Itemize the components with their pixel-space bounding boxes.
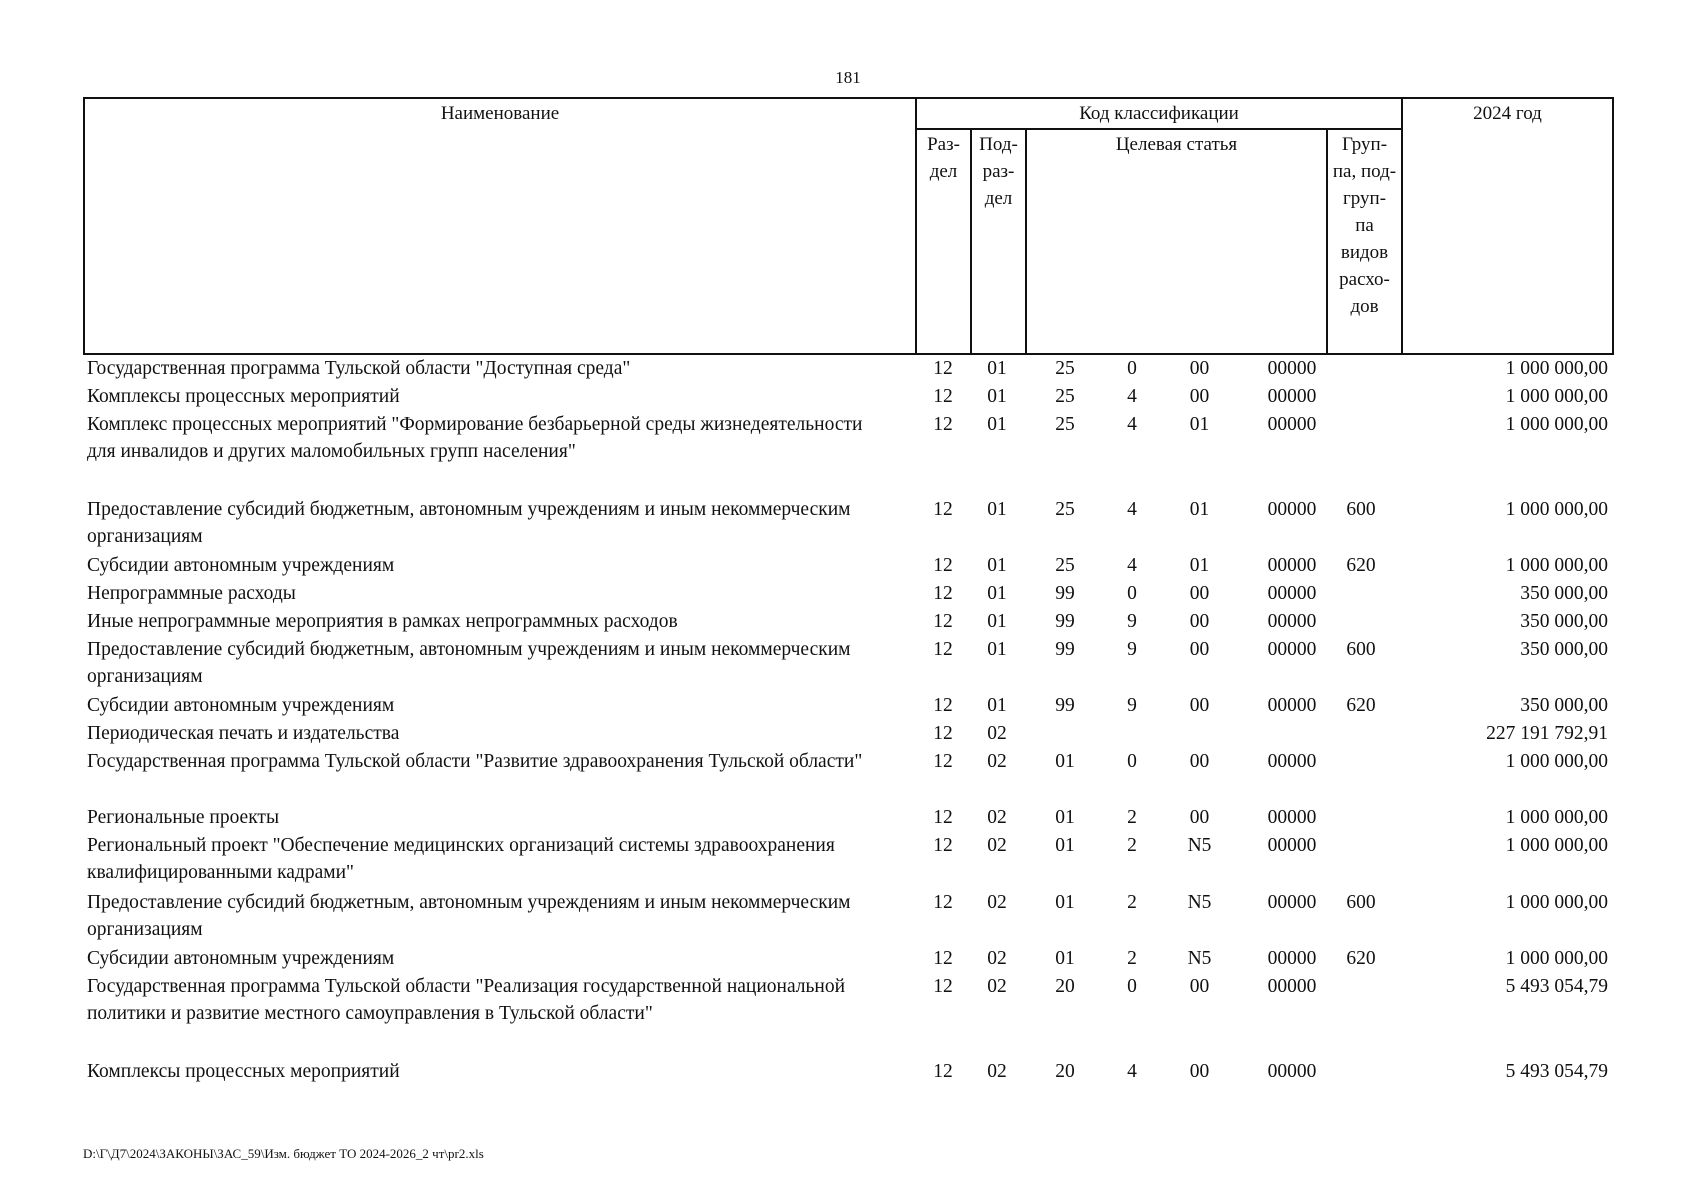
row-t1: 01 [1055, 835, 1075, 856]
header-expense-group: Груп- па, под- груп- па видов расхо- дов [1327, 129, 1402, 354]
row-t3: N5 [1187, 892, 1212, 913]
row-amount: 1 000 000,00 [1505, 555, 1608, 576]
row-podrazdel: 01 [987, 611, 1007, 632]
row-razdel: 12 [933, 1061, 953, 1082]
row-t1: 20 [1055, 1061, 1075, 1082]
row-amount: 1 000 000,00 [1505, 807, 1608, 828]
row-group: 620 [1346, 555, 1376, 576]
row-t1: 01 [1055, 807, 1075, 828]
row-razdel: 12 [933, 499, 953, 520]
row-t2: 0 [1127, 976, 1137, 997]
row-podrazdel: 01 [987, 695, 1007, 716]
row-razdel: 12 [933, 414, 953, 435]
row-razdel: 12 [933, 555, 953, 576]
row-podrazdel: 01 [987, 555, 1007, 576]
row-t4: 00000 [1267, 386, 1317, 407]
header-target-article: Целевая статья [1026, 129, 1327, 354]
row-amount: 1 000 000,00 [1505, 386, 1608, 407]
row-podrazdel: 02 [987, 892, 1007, 913]
row-razdel: 12 [933, 358, 953, 379]
row-razdel: 12 [933, 835, 953, 856]
row-amount: 5 493 054,79 [1505, 1061, 1608, 1082]
row-t4: 00000 [1267, 414, 1317, 435]
row-amount: 350 000,00 [1520, 695, 1608, 716]
row-amount: 1 000 000,00 [1505, 414, 1608, 435]
row-t2: 4 [1127, 386, 1137, 407]
row-group: 600 [1346, 639, 1376, 660]
row-t3: N5 [1187, 948, 1212, 969]
header-name: Наименование [84, 98, 916, 354]
row-name: Субсидии автономным учреждениям [87, 555, 395, 576]
row-razdel: 12 [933, 948, 953, 969]
row-t4: 00000 [1267, 807, 1317, 828]
row-podrazdel: 02 [987, 751, 1007, 772]
row-t1: 99 [1055, 639, 1075, 660]
row-t3: N5 [1187, 835, 1212, 856]
row-amount: 5 493 054,79 [1505, 976, 1608, 997]
row-t4: 00000 [1267, 976, 1317, 997]
row-t3: 00 [1189, 583, 1210, 604]
row-amount: 1 000 000,00 [1505, 751, 1608, 772]
row-name: Комплекс процессных мероприятий "Формирование безбарьерной среды жизнедеятельности для инвалидов и других маломобильных групп населения" [87, 414, 863, 462]
row-name: Комплексы процессных мероприятий [87, 1061, 400, 1082]
row-name: Предоставление субсидий бюджетным, автономным учреждениям и иным некоммерческим организациям [87, 639, 851, 687]
page-number: 181 [835, 68, 861, 87]
row-t1: 25 [1055, 358, 1075, 379]
header-podrazdel: Под- раз- дел [971, 129, 1026, 354]
row-t1: 99 [1055, 695, 1075, 716]
row-t2: 0 [1127, 358, 1137, 379]
row-podrazdel: 01 [987, 386, 1007, 407]
row-razdel: 12 [933, 611, 953, 632]
row-name: Предоставление субсидий бюджетным, автономным учреждениям и иным некоммерческим организациям [87, 892, 851, 940]
row-t3: 00 [1189, 611, 1210, 632]
row-t2: 4 [1127, 1061, 1137, 1082]
row-razdel: 12 [933, 751, 953, 772]
row-t1: 25 [1055, 414, 1075, 435]
row-razdel: 12 [933, 639, 953, 660]
row-t2: 2 [1127, 892, 1137, 913]
row-t3: 00 [1189, 695, 1210, 716]
row-amount: 1 000 000,00 [1505, 892, 1608, 913]
row-t1: 25 [1055, 499, 1075, 520]
row-amount: 350 000,00 [1520, 611, 1608, 632]
row-t2: 4 [1127, 414, 1137, 435]
row-razdel: 12 [933, 723, 953, 744]
row-t2: 2 [1127, 835, 1137, 856]
row-t1: 25 [1055, 386, 1075, 407]
row-t3: 01 [1189, 555, 1210, 576]
row-name: Комплексы процессных мероприятий [87, 386, 400, 407]
row-name: Субсидии автономным учреждениям [87, 948, 395, 969]
row-name: Иные непрограммные мероприятия в рамках непрограммных расходов [87, 611, 678, 632]
row-podrazdel: 02 [987, 807, 1007, 828]
row-podrazdel: 02 [987, 1061, 1007, 1082]
row-t1: 01 [1055, 892, 1075, 913]
row-amount: 1 000 000,00 [1505, 358, 1608, 379]
row-t1: 01 [1055, 948, 1075, 969]
row-amount: 350 000,00 [1520, 639, 1608, 660]
row-name: Государственная программа Тульской области "Реализация государственной национальной политики и развитие местного самоуправления в Тульской области" [87, 976, 846, 1024]
row-t1: 20 [1055, 976, 1075, 997]
row-t3: 00 [1189, 1061, 1210, 1082]
row-t4: 00000 [1267, 583, 1317, 604]
row-razdel: 12 [933, 695, 953, 716]
row-t4: 00000 [1267, 499, 1317, 520]
row-podrazdel: 02 [987, 948, 1007, 969]
row-t2: 2 [1127, 948, 1137, 969]
row-amount: 1 000 000,00 [1505, 499, 1608, 520]
row-t2: 0 [1127, 751, 1137, 772]
row-t1: 25 [1055, 555, 1075, 576]
footer-file-path: D:\Г\Д7\2024\ЗАКОНЫ\ЗАС_59\Изм. бюджет ТО 2024-2026_2 чт\pr2.xls [83, 1146, 484, 1161]
row-t2: 4 [1127, 499, 1137, 520]
row-name: Предоставление субсидий бюджетным, автономным учреждениям и иным некоммерческим организациям [87, 499, 851, 547]
row-amount: 350 000,00 [1520, 583, 1608, 604]
row-t4: 00000 [1267, 639, 1317, 660]
row-name: Непрограммные расходы [87, 583, 296, 604]
row-t2: 2 [1127, 807, 1137, 828]
row-podrazdel: 02 [987, 976, 1007, 997]
row-t3: 00 [1189, 807, 1210, 828]
row-amount: 227 191 792,91 [1486, 723, 1608, 744]
row-name: Региональные проекты [87, 807, 280, 828]
row-name: Государственная программа Тульской области "Развитие здравоохранения Тульской области" [87, 751, 863, 772]
row-t4: 00000 [1267, 358, 1317, 379]
row-t3: 01 [1189, 414, 1210, 435]
row-name: Периодическая печать и издательства [87, 723, 400, 744]
row-t4: 00000 [1267, 948, 1317, 969]
row-group: 620 [1346, 948, 1376, 969]
row-group: 600 [1346, 499, 1376, 520]
row-podrazdel: 01 [987, 639, 1007, 660]
row-name: Государственная программа Тульской области "Доступная среда" [87, 358, 631, 379]
row-razdel: 12 [933, 976, 953, 997]
row-amount: 1 000 000,00 [1505, 835, 1608, 856]
header-code: Код классификации [916, 98, 1402, 129]
row-t2: 0 [1127, 583, 1137, 604]
row-t3: 01 [1189, 499, 1210, 520]
row-podrazdel: 01 [987, 358, 1007, 379]
row-group: 620 [1346, 695, 1376, 716]
row-razdel: 12 [933, 807, 953, 828]
row-t1: 99 [1055, 611, 1075, 632]
row-razdel: 12 [933, 892, 953, 913]
row-t4: 00000 [1267, 555, 1317, 576]
row-t1: 99 [1055, 583, 1075, 604]
row-t4: 00000 [1267, 835, 1317, 856]
row-t3: 00 [1189, 358, 1210, 379]
row-t4: 00000 [1267, 695, 1317, 716]
row-t2: 9 [1127, 695, 1137, 716]
row-name: Субсидии автономным учреждениям [87, 695, 395, 716]
row-razdel: 12 [933, 386, 953, 407]
row-t4: 00000 [1267, 611, 1317, 632]
row-podrazdel: 01 [987, 583, 1007, 604]
row-name: Региональный проект "Обеспечение медицинских организаций системы здравоохранения квалифицированными кадрами" [87, 835, 835, 883]
header-year: 2024 год [1402, 98, 1613, 354]
row-t3: 00 [1189, 639, 1210, 660]
row-amount: 1 000 000,00 [1505, 948, 1608, 969]
header-razdel: Раз- дел [916, 129, 971, 354]
row-t4: 00000 [1267, 892, 1317, 913]
row-podrazdel: 02 [987, 723, 1007, 744]
row-razdel: 12 [933, 583, 953, 604]
row-t3: 00 [1189, 751, 1210, 772]
row-podrazdel: 02 [987, 835, 1007, 856]
row-t4: 00000 [1267, 751, 1317, 772]
row-t2: 9 [1127, 639, 1137, 660]
row-t2: 9 [1127, 611, 1137, 632]
row-t2: 4 [1127, 555, 1137, 576]
row-podrazdel: 01 [987, 499, 1007, 520]
row-t3: 00 [1189, 976, 1210, 997]
row-podrazdel: 01 [987, 414, 1007, 435]
row-t1: 01 [1055, 751, 1075, 772]
row-group: 600 [1346, 892, 1376, 913]
row-t4: 00000 [1267, 1061, 1317, 1082]
row-t3: 00 [1189, 386, 1210, 407]
